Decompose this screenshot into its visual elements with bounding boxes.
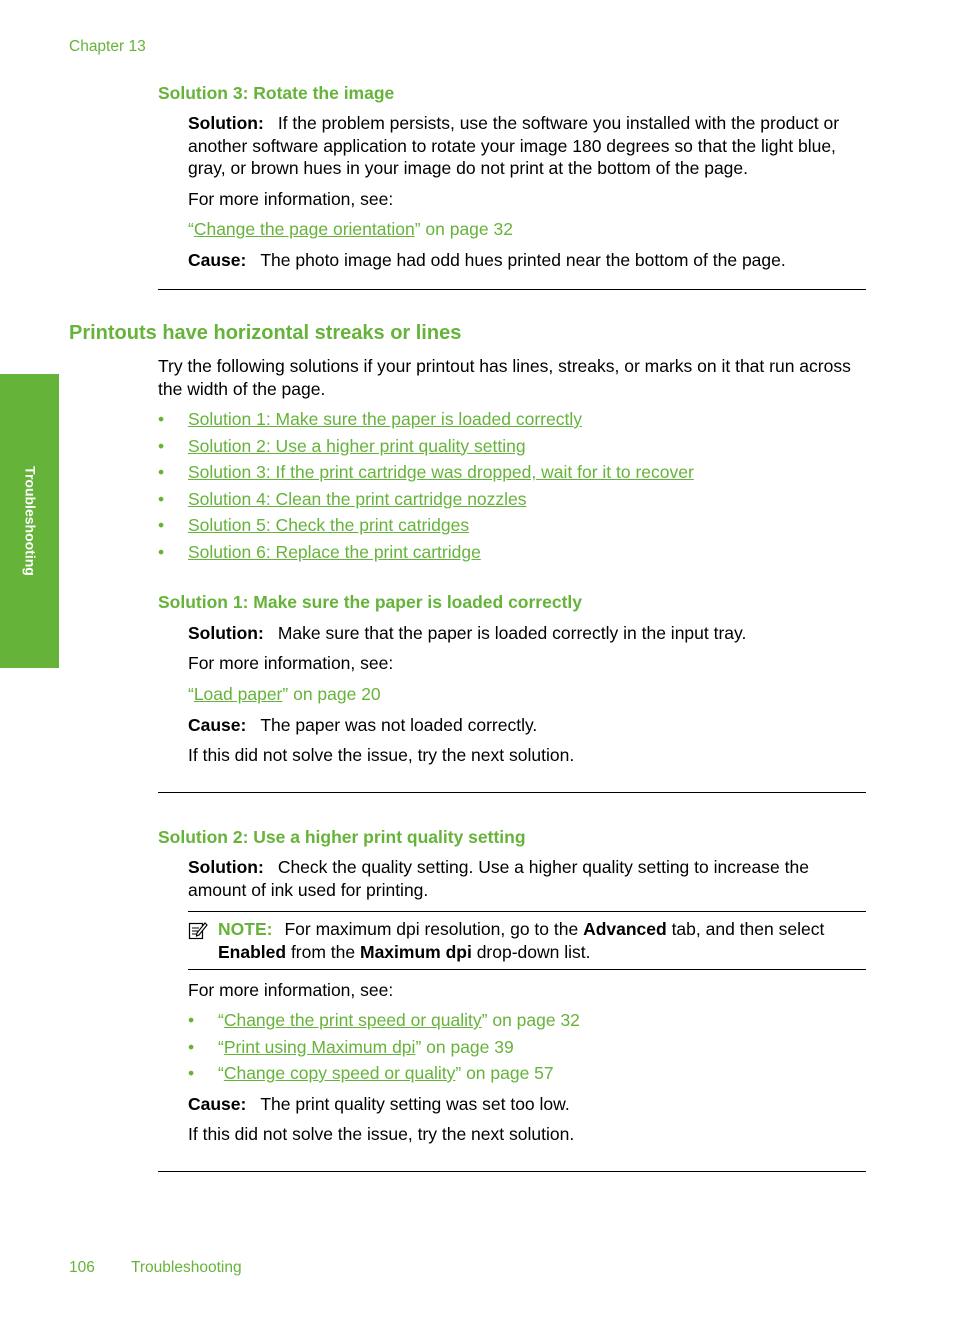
- link-solution-5[interactable]: Solution 5: Check the print catridges: [188, 515, 470, 535]
- page-ref: on page 39: [421, 1036, 514, 1057]
- link-solution-4[interactable]: Solution 4: Clean the print cartridge nozzles: [188, 488, 527, 509]
- divider: [158, 1171, 866, 1172]
- link-load-paper[interactable]: Load paper: [193, 684, 283, 704]
- sol1-solution: [188, 622, 868, 645]
- link-solution-3[interactable]: Solution 3: If the print cartridge was dropped, wait for it to recover: [188, 462, 694, 482]
- divider: [158, 792, 866, 793]
- list-item: • “Change the print speed or quality” on page 32: [188, 1010, 580, 1030]
- note-text-part: tab, and then select: [666, 919, 825, 939]
- solution-text: If the problem persists, use the software you installed with the product or another software application to rotate your image 180 degrees so that the light blue, gray, or brown hues in your image do not print at the bottom of the page.: [188, 113, 840, 178]
- list-item: • “Change copy speed or quality” on page 57: [188, 1063, 554, 1083]
- link-change-print-speed[interactable]: Change the print speed or quality: [223, 1010, 482, 1030]
- note-box: [188, 911, 866, 970]
- next-solution-text: If this did not solve the issue, try the next solution.: [188, 745, 575, 765]
- rotate-solution: [188, 112, 868, 180]
- list-item: • Solution 4: Clean the print cartridge nozzles: [158, 488, 527, 509]
- heading-solution-2: Solution 2: Use a higher print quality setting: [158, 827, 526, 847]
- note-bold-advanced: Advanced: [583, 919, 667, 939]
- note-bold-enabled: Enabled: [218, 941, 287, 962]
- cause-text: The print quality setting was set too low.: [260, 1094, 570, 1114]
- divider: [158, 289, 866, 290]
- side-tab: [0, 374, 59, 668]
- more-info: For more information, see:: [188, 980, 394, 1000]
- chapter-label: Chapter 13: [69, 38, 146, 55]
- page-ref: on page 32: [487, 1010, 580, 1030]
- cause-label: Cause:: [188, 250, 247, 270]
- more-info: For more information, see:: [188, 189, 394, 209]
- link-change-page-orientation[interactable]: Change the page orientation: [193, 219, 415, 239]
- note-text-part: For maximum dpi resolution, go to the: [284, 919, 584, 939]
- solutions-list: [158, 408, 694, 567]
- sol2-solution: [188, 856, 868, 901]
- sol1-cause: [188, 714, 868, 737]
- note-icon: [188, 920, 208, 940]
- link-change-copy-speed[interactable]: Change copy speed or quality: [223, 1063, 456, 1083]
- sol2-cause: [188, 1093, 868, 1116]
- page-ref: on page 20: [288, 684, 381, 704]
- link-solution-1[interactable]: Solution 1: Make sure the paper is loaded correctly: [188, 409, 582, 429]
- cause-label: Cause:: [188, 1094, 247, 1114]
- cause-text: The photo image had odd hues printed near the bottom of the page.: [260, 250, 786, 270]
- heading-rotate: Solution 3: Rotate the image: [158, 83, 395, 103]
- list-item: • Solution 6: Replace the print cartridge: [158, 541, 481, 562]
- rotate-cause: [188, 249, 868, 272]
- page-ref: on page 32: [420, 219, 513, 239]
- link-print-maximum-dpi[interactable]: Print using Maximum dpi: [223, 1036, 416, 1057]
- page-number: 106: [69, 1259, 95, 1276]
- streaks-intro: Try the following solutions if your printout has lines, streaks, or marks on it that run across the width of the page.: [158, 356, 851, 399]
- solution-text: Check the quality setting. Use a higher quality setting to increase the amount of ink used for printing.: [188, 857, 809, 900]
- note-text-part: drop-down list.: [471, 941, 591, 962]
- rotate-link-line: “Change the page orientation” on page 32: [188, 219, 513, 239]
- cause-label: Cause:: [188, 715, 247, 735]
- note-label: NOTE:: [218, 919, 273, 939]
- heading-streaks: Printouts have horizontal streaks or lines: [69, 322, 462, 344]
- page-ref: on page 57: [461, 1063, 554, 1083]
- next-solution-text: If this did not solve the issue, try the next solution.: [188, 1124, 575, 1144]
- solution-label: Solution:: [188, 113, 264, 133]
- cause-text: The paper was not loaded correctly.: [260, 715, 538, 735]
- list-item: • Solution 2: Use a higher print quality setting: [158, 435, 526, 456]
- note-text: [218, 918, 863, 963]
- link-solution-6[interactable]: Solution 6: Replace the print cartridge: [188, 541, 481, 562]
- footer-section: Troubleshooting: [131, 1259, 242, 1276]
- list-item: • Solution 3: If the print cartridge was dropped, wait for it to recover: [158, 462, 694, 482]
- note-bold-maximum-dpi: Maximum dpi: [360, 941, 472, 962]
- solution-text: Make sure that the paper is loaded correctly in the input tray.: [277, 623, 747, 643]
- link-solution-2[interactable]: Solution 2: Use a higher print quality setting: [188, 435, 526, 456]
- solution-label: Solution:: [188, 623, 264, 643]
- sol1-link-line: “Load paper” on page 20: [188, 684, 381, 704]
- sol2-links-list: [188, 1009, 580, 1089]
- side-tab-label: Troubleshooting: [21, 466, 38, 576]
- heading-solution-1: Solution 1: Make sure the paper is loaded correctly: [158, 592, 583, 612]
- more-info: For more information, see:: [188, 653, 394, 673]
- list-item: • Solution 5: Check the print catridges: [158, 515, 470, 535]
- solution-label: Solution:: [188, 857, 264, 877]
- list-item: • “Print using Maximum dpi” on page 39: [188, 1036, 514, 1057]
- list-item: • Solution 1: Make sure the paper is loaded correctly: [158, 409, 582, 429]
- note-text-part: from the: [286, 941, 360, 962]
